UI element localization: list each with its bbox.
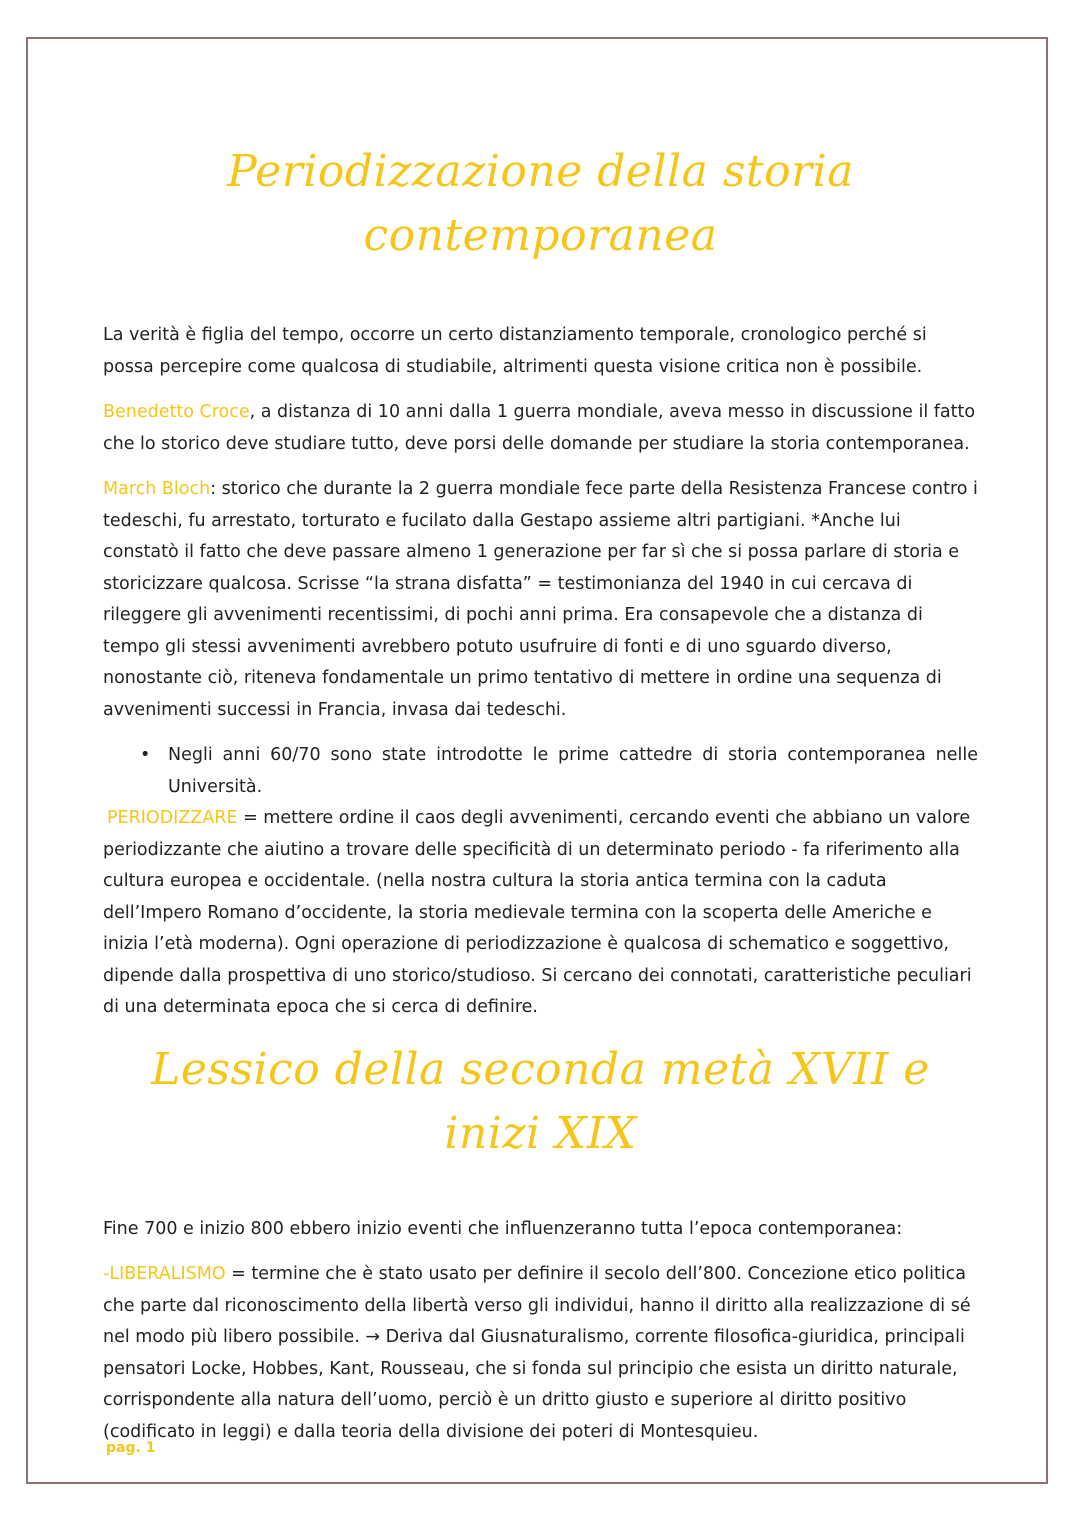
paragraph-section-intro: Fine 700 e inizio 800 ebbero inizio eventi che influenzeranno tutta l’epoca contemporanea: (103, 1218, 903, 1239)
highlight-periodizzare: PERIODIZZARE (107, 808, 238, 828)
paragraph-liberalismo (103, 1259, 978, 1448)
page-number: pag. 1 (106, 1440, 156, 1456)
highlight-croce: Benedetto Croce (103, 402, 250, 422)
page-title: Periodizzazione della storia contemporanea (227, 146, 854, 261)
highlight-bloch: March Bloch (103, 479, 211, 499)
paragraph-intro: La verità è figlia del tempo, occorre un certo distanziamento temporale, cronologico perché si possa percepire come qualcosa di studiabile, altrimenti questa visione critica non è possibile. (103, 325, 927, 377)
paragraph-periodizzare-text: = mettere ordine il caos degli avvenimenti, cercando eventi che abbiano un valore periodizzante che aiutino a trovare delle specificità di un determinato periodo - fa riferimento alla cultura europea e occidentale. (nella nostra cultura la storia antica termina con la caduta dell’Impero Romano d’occidente, la storia medievale termina con la scoperta delle Americhe e inizia l’età moderna). Ogni operazione di periodizzazione è qualcosa di schematico e soggettivo, dipende dalla prospettiva di uno storico/studioso. Si cercano dei connotati, caratteristiche peculiari di una determinata epoca che si cerca di definire. (103, 808, 972, 1017)
paragraph-liberalismo-text: = termine che è stato usato per definire il secolo dell’800. Concezione etico politica che parte dal riconoscimento della libertà verso gli individui, hanno il diritto alla realizzazione di sé nel modo più libero possibile. → Deriva dal Giusnaturalismo, corrente filosofica-giuridica, principali pensatori Locke, Hobbes, Kant, Rousseau, che si fonda sul principio che esista un diritto naturale, corrispondente alla natura dell’uomo, perciò è un dritto giusto e superiore al diritto positivo (codificato in leggi) e dalla teoria della divisione dei poteri di Montesquieu. (103, 1264, 971, 1442)
highlight-liberalismo: -LIBERALISMO (103, 1264, 226, 1284)
section-title: Lessico della seconda metà XVII e inizi XIX (151, 1043, 930, 1159)
paragraph-bloch-text: : storico che durante la 2 guerra mondiale fece parte della Resistenza Francese contro i tedeschi, fu arrestato, torturato e fucilato dalla Gestapo assieme altri partigiani. *Anche lui constatò il fatto che deve passare almeno 1 generazione per far sì che si possa parlare di storia e storicizzare qualcosa. Scrisse “la strana disfatta” = testimonianza del 1940 in cui cercava di rileggere gli avvenimenti recentissimi, di pochi anni prima. Era consapevole che a distanza di tempo gli stessi avvenimenti avrebbero potuto usufruire di fonti e di uno sguardo diverso, nonostante ciò, riteneva fondamentale un primo tentativo di mettere in ordine una sequenza di avvenimenti successi in Francia, invasa dai tedeschi. (103, 479, 978, 720)
paragraph-croce (103, 397, 978, 460)
document-body (103, 136, 978, 1462)
bullet-list (103, 740, 978, 803)
paragraph-bloch (103, 474, 978, 726)
list-item (140, 740, 978, 803)
bullet-icon: • (140, 745, 151, 765)
list-item-text: Negli anni 60/70 sono state introdotte le prime cattedre di storia contemporanea nelle Università. (168, 745, 978, 797)
paragraph-croce-text: , a distanza di 10 anni dalla 1 guerra mondiale, aveva messo in discussione il fatto che lo storico deve studiare tutto, deve porsi delle domande per studiare la storia contemporanea. (103, 402, 976, 454)
paragraph-periodizzare (103, 803, 978, 1024)
